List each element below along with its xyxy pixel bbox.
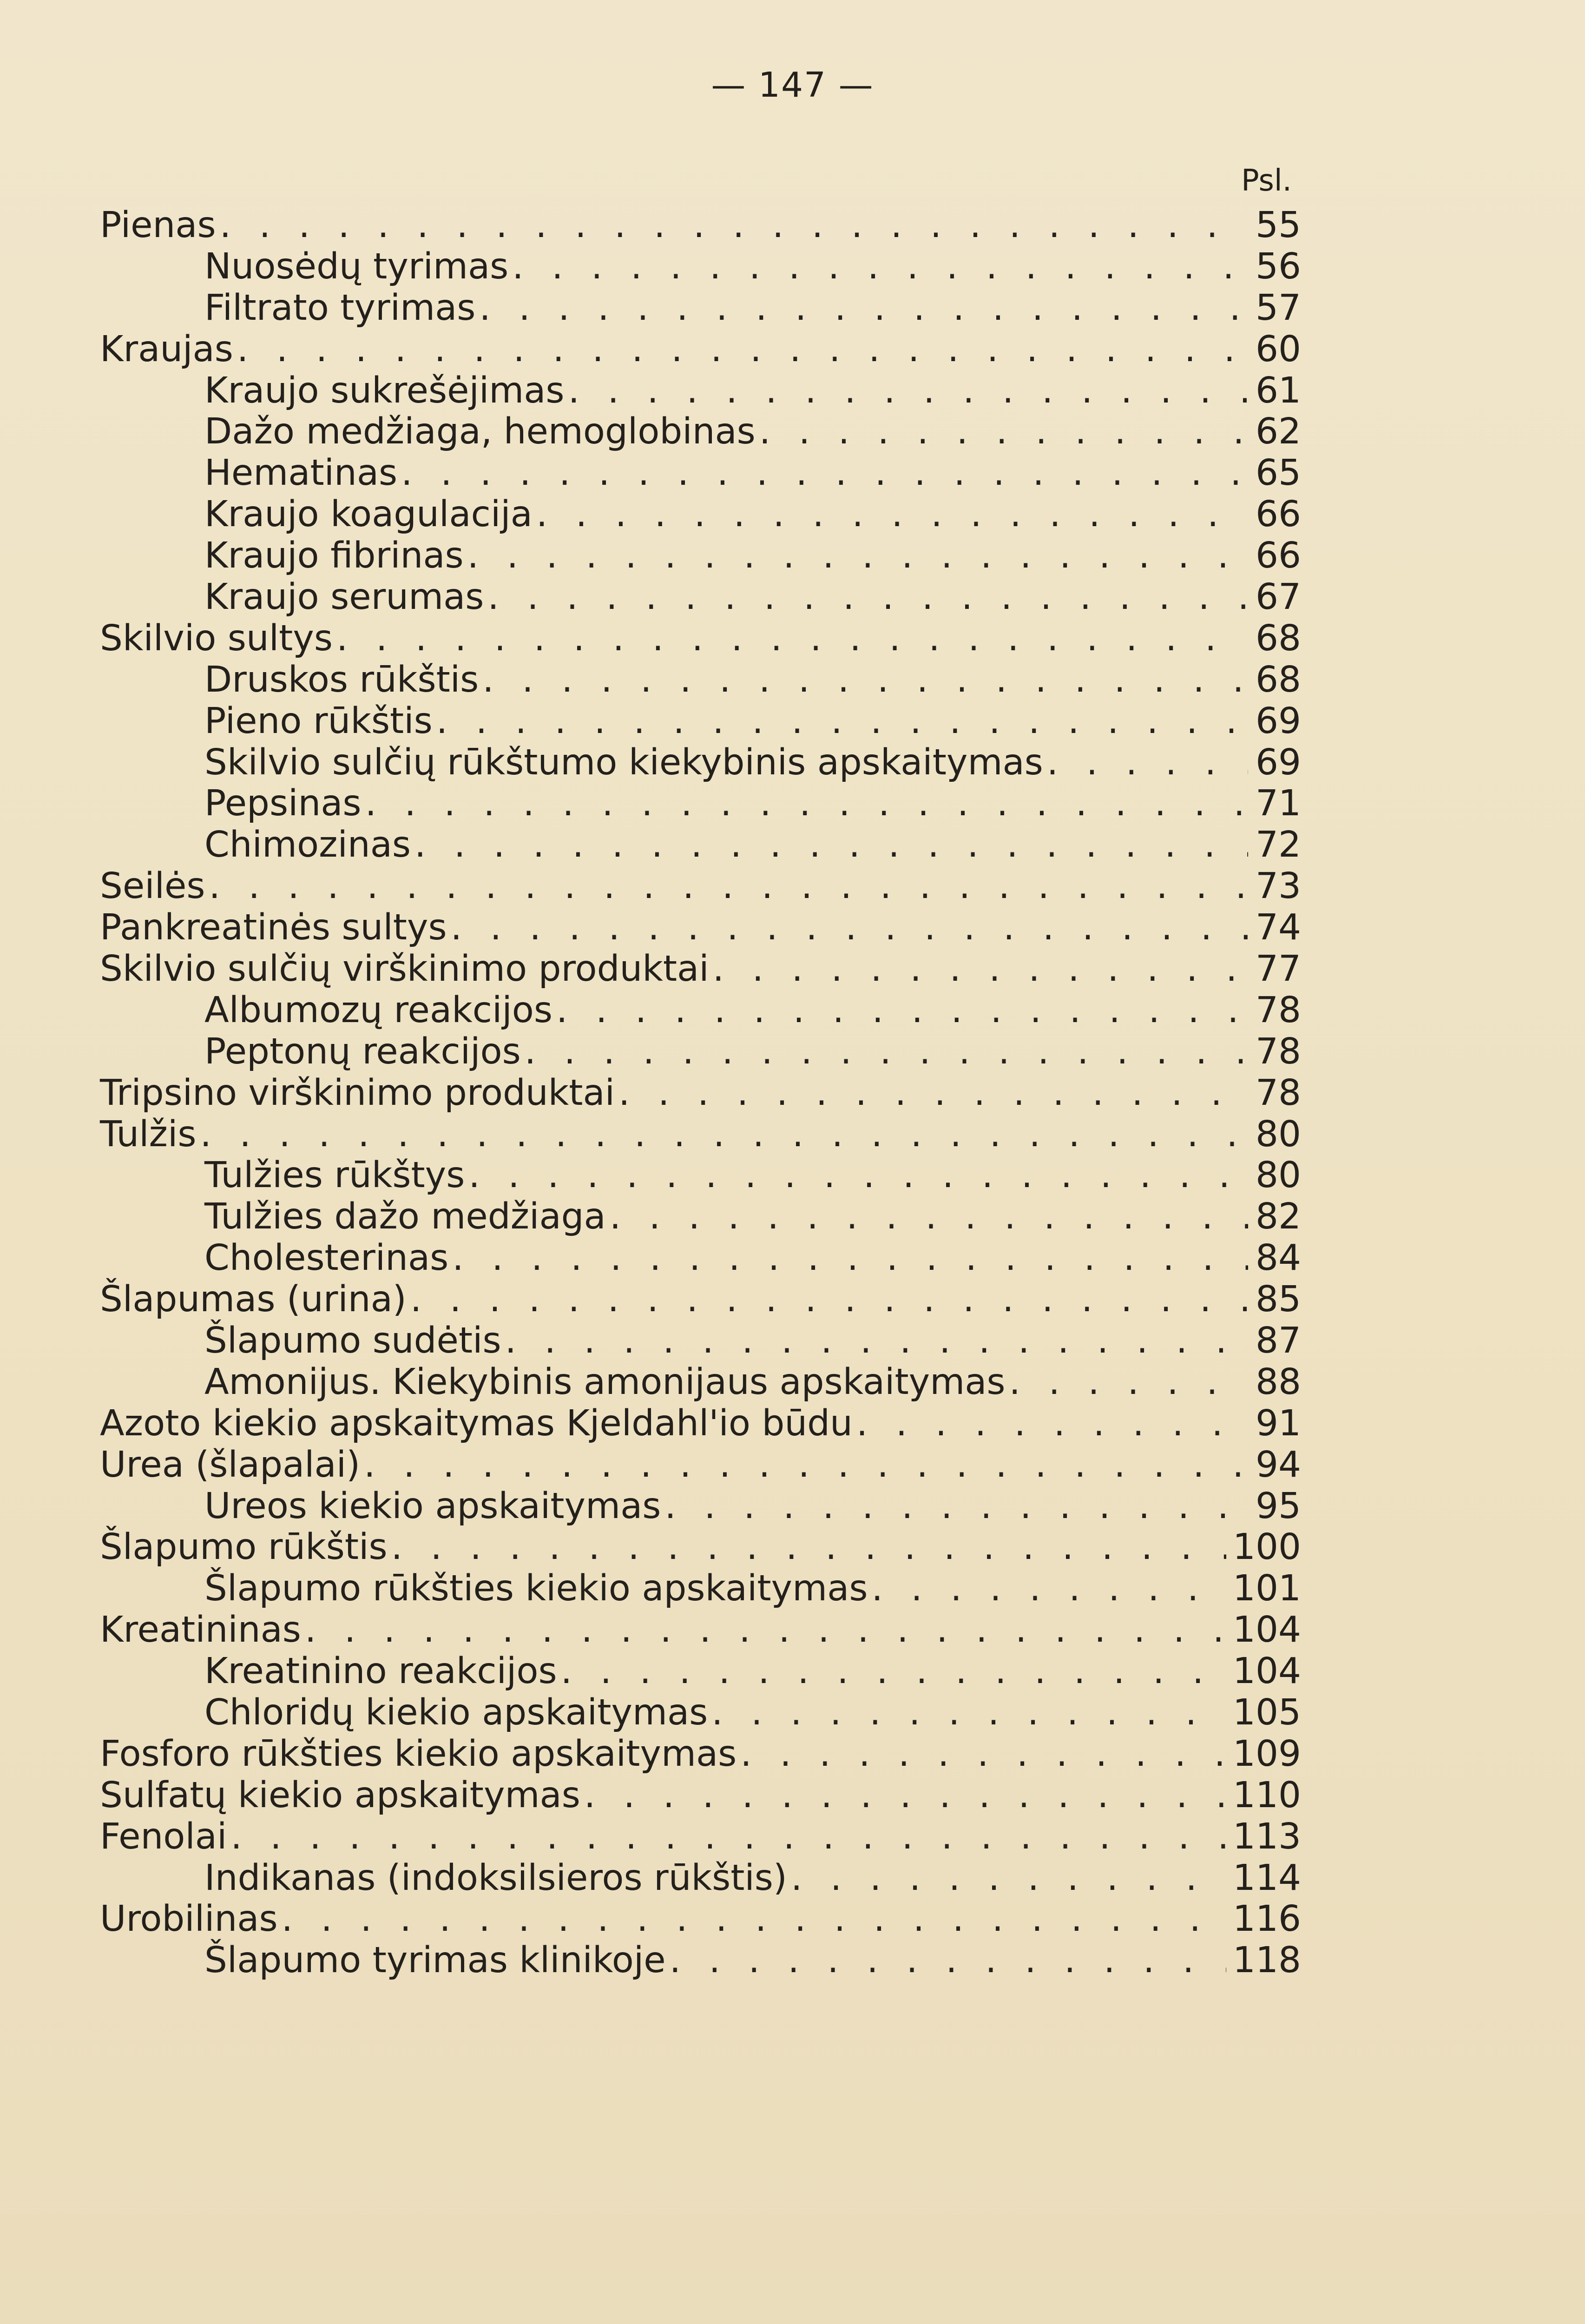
toc-entry-title: Šlapumas (urina) bbox=[100, 1279, 407, 1320]
toc-entry-page: 78 bbox=[1256, 989, 1301, 1031]
toc-entry-page: 118 bbox=[1233, 1940, 1301, 1981]
dot-leader bbox=[305, 1609, 1226, 1651]
toc-entry bbox=[100, 1733, 1301, 1775]
toc-entry bbox=[100, 1775, 1301, 1816]
toc-entry-page: 69 bbox=[1256, 741, 1301, 783]
toc-entry bbox=[100, 1072, 1301, 1114]
toc-entry-page: 88 bbox=[1256, 1361, 1301, 1403]
toc-entry-page: 66 bbox=[1256, 494, 1301, 535]
dot-leader bbox=[482, 659, 1248, 700]
toc-entry-page: 61 bbox=[1256, 370, 1301, 411]
page-column-label: Psl. bbox=[1241, 164, 1292, 198]
toc-entry bbox=[100, 1816, 1301, 1857]
toc-entry-title: Filtrato tyrimas bbox=[204, 287, 476, 329]
toc-entry-page: 104 bbox=[1233, 1609, 1301, 1651]
dot-leader bbox=[230, 1816, 1226, 1857]
toc-entry-page: 55 bbox=[1256, 204, 1301, 246]
dot-leader bbox=[282, 1898, 1226, 1940]
toc-entry-title: Hematinas bbox=[204, 452, 398, 494]
toc-entry bbox=[100, 1114, 1301, 1155]
toc-entry-page: 73 bbox=[1256, 865, 1301, 907]
toc-subentry bbox=[100, 1031, 1301, 1072]
toc-entry-page: 68 bbox=[1256, 659, 1301, 700]
toc-entry-page: 113 bbox=[1233, 1816, 1301, 1857]
toc-entry-title: Pankreatinės sultys bbox=[100, 907, 447, 949]
toc-subentry bbox=[100, 742, 1301, 783]
toc-entry-title: Peptonų reakcijos bbox=[204, 1030, 521, 1072]
toc-entry-page: 71 bbox=[1256, 783, 1301, 825]
toc-entry-page: 65 bbox=[1256, 452, 1301, 494]
toc-entry-title: Tulžies rūkštys bbox=[204, 1155, 465, 1196]
toc-entry-title: Tulžies dažo medžiaga bbox=[204, 1196, 606, 1238]
dot-leader bbox=[365, 783, 1248, 824]
toc-subentry bbox=[100, 990, 1301, 1031]
toc-entry-page: 57 bbox=[1256, 287, 1301, 329]
toc-entry-page: 80 bbox=[1256, 1113, 1301, 1155]
toc-entry-page: 82 bbox=[1256, 1196, 1301, 1238]
dot-leader bbox=[336, 618, 1248, 659]
toc-entry-title: Kraujo sukrešėjimas bbox=[204, 370, 565, 411]
toc-entry-page: 95 bbox=[1256, 1485, 1301, 1527]
dot-leader bbox=[414, 824, 1248, 865]
toc-entry-page: 78 bbox=[1256, 1030, 1301, 1072]
dot-leader bbox=[740, 1733, 1226, 1775]
dot-leader bbox=[670, 1940, 1226, 1981]
toc-entry-title: Skilvio sulčių virškinimo produktai bbox=[100, 948, 709, 990]
dot-leader bbox=[487, 576, 1248, 618]
toc-subentry bbox=[100, 1155, 1301, 1196]
dot-leader bbox=[451, 907, 1248, 948]
toc-entry bbox=[100, 1899, 1301, 1940]
toc-entry-title: Šlapumo rūkštis bbox=[100, 1526, 388, 1568]
dot-leader bbox=[467, 535, 1248, 576]
dot-leader bbox=[536, 494, 1248, 535]
toc-subentry bbox=[100, 246, 1301, 287]
dot-leader bbox=[237, 329, 1248, 370]
toc-entry-page: 109 bbox=[1233, 1733, 1301, 1775]
toc-subentry bbox=[100, 494, 1301, 535]
toc-entry-title: Druskos rūkštis bbox=[204, 659, 479, 700]
toc-subentry bbox=[100, 287, 1301, 329]
toc-entry bbox=[100, 1609, 1301, 1651]
toc-entry-page: 69 bbox=[1256, 700, 1301, 742]
toc-entry bbox=[100, 329, 1301, 370]
dot-leader bbox=[759, 411, 1248, 452]
dot-leader bbox=[200, 1114, 1248, 1155]
toc-entry-title: Amonijus. Kiekybinis amonijaus apskaitymas bbox=[204, 1361, 1006, 1403]
dot-leader bbox=[561, 1651, 1226, 1692]
dot-leader bbox=[410, 1279, 1248, 1320]
dot-leader bbox=[468, 1155, 1248, 1196]
toc-entry-title: Skilvio sulčių rūkštumo kiekybinis apskaitymas bbox=[204, 741, 1043, 783]
dot-leader bbox=[856, 1403, 1248, 1444]
toc-entry-title: Cholesterinas bbox=[204, 1237, 449, 1279]
toc-entry-page: 114 bbox=[1233, 1857, 1301, 1899]
toc-entry-page: 87 bbox=[1256, 1320, 1301, 1361]
dot-leader bbox=[452, 1237, 1248, 1279]
toc-entry-title: Pepsinas bbox=[204, 783, 362, 825]
toc-subentry bbox=[100, 1196, 1301, 1237]
toc-entry-title: Fosforo rūkšties kiekio apskaitymas bbox=[100, 1733, 737, 1775]
toc-entry-title: Pienas bbox=[100, 204, 216, 246]
dot-leader bbox=[479, 287, 1248, 329]
table-of-contents bbox=[100, 205, 1301, 1981]
toc-subentry bbox=[100, 1568, 1301, 1609]
toc-entry-page: 110 bbox=[1233, 1774, 1301, 1816]
dot-leader bbox=[525, 1031, 1248, 1072]
toc-entry-page: 67 bbox=[1256, 576, 1301, 618]
toc-entry-title: Urea (šlapalai) bbox=[100, 1444, 361, 1486]
toc-entry-page: 84 bbox=[1256, 1237, 1301, 1279]
toc-entry-title: Šlapumo tyrimas klinikoje bbox=[204, 1940, 666, 1981]
dot-leader bbox=[568, 370, 1248, 411]
toc-subentry bbox=[100, 1940, 1301, 1981]
toc-subentry bbox=[100, 1651, 1301, 1692]
toc-entry bbox=[100, 1403, 1301, 1444]
dot-leader bbox=[364, 1444, 1248, 1486]
toc-entry-page: 68 bbox=[1256, 617, 1301, 659]
toc-entry-page: 78 bbox=[1256, 1072, 1301, 1114]
toc-subentry bbox=[100, 1237, 1301, 1279]
toc-entry-title: Kraujo fibrinas bbox=[204, 535, 464, 577]
dot-leader bbox=[711, 1692, 1226, 1733]
toc-entry-page: 56 bbox=[1256, 245, 1301, 287]
toc-entry-page: 60 bbox=[1256, 328, 1301, 370]
toc-entry-page: 72 bbox=[1256, 824, 1301, 866]
toc-entry-title: Urobilinas bbox=[100, 1898, 278, 1940]
toc-entry-title: Azoto kiekio apskaitymas Kjeldahl'io būdu bbox=[100, 1402, 853, 1444]
toc-entry-title: Kraujo serumas bbox=[204, 576, 484, 618]
toc-entry-title: Chimozinas bbox=[204, 824, 411, 866]
toc-entry-title: Šlapumo sudėtis bbox=[204, 1320, 501, 1361]
toc-entry-title: Pieno rūkštis bbox=[204, 700, 433, 742]
toc-entry-page: 66 bbox=[1256, 535, 1301, 577]
toc-entry bbox=[100, 618, 1301, 659]
dot-leader bbox=[871, 1568, 1226, 1609]
dot-leader bbox=[436, 700, 1248, 742]
toc-entry bbox=[100, 1527, 1301, 1568]
toc-entry-title: Kreatinino reakcijos bbox=[204, 1651, 557, 1692]
toc-entry-title: Kreatininas bbox=[100, 1609, 301, 1651]
toc-entry-page: 77 bbox=[1256, 948, 1301, 990]
toc-entry-title: Albumozų reakcijos bbox=[204, 989, 553, 1031]
dot-leader bbox=[391, 1526, 1226, 1568]
toc-subentry bbox=[100, 411, 1301, 452]
dot-leader bbox=[505, 1320, 1248, 1361]
toc-entry-title: Fenolai bbox=[100, 1816, 227, 1857]
toc-entry bbox=[100, 1279, 1301, 1320]
toc-entry-title: Skilvio sultys bbox=[100, 617, 333, 659]
toc-subentry bbox=[100, 1361, 1301, 1403]
toc-subentry bbox=[100, 370, 1301, 411]
toc-entry-title: Chloridų kiekio apskaitymas bbox=[204, 1692, 708, 1734]
toc-entry-page: 100 bbox=[1233, 1526, 1301, 1568]
dot-leader bbox=[713, 948, 1248, 990]
toc-entry-page: 85 bbox=[1256, 1279, 1301, 1320]
dot-leader bbox=[1047, 742, 1248, 783]
toc-entry-title: Kraujo koagulacija bbox=[204, 494, 533, 535]
toc-entry-title: Tripsino virškinimo produktai bbox=[100, 1072, 615, 1114]
toc-entry bbox=[100, 1444, 1301, 1486]
toc-entry-page: 101 bbox=[1233, 1568, 1301, 1610]
toc-subentry bbox=[100, 535, 1301, 576]
toc-entry bbox=[100, 948, 1301, 990]
dot-leader bbox=[401, 452, 1248, 494]
toc-subentry bbox=[100, 576, 1301, 618]
toc-entry-page: 104 bbox=[1233, 1651, 1301, 1692]
toc-entry-page: 74 bbox=[1256, 907, 1301, 949]
toc-entry-page: 62 bbox=[1256, 411, 1301, 453]
toc-entry-page: 105 bbox=[1233, 1692, 1301, 1734]
toc-entry-title: Ureos kiekio apskaitymas bbox=[204, 1485, 661, 1527]
toc-subentry bbox=[100, 700, 1301, 742]
dot-leader bbox=[220, 205, 1248, 246]
dot-leader bbox=[209, 865, 1248, 907]
dot-leader bbox=[618, 1072, 1248, 1114]
dot-leader bbox=[664, 1486, 1248, 1527]
toc-entry bbox=[100, 907, 1301, 948]
toc-entry-title: Šlapumo rūkšties kiekio apskaitymas bbox=[204, 1568, 868, 1610]
toc-entry-title: Dažo medžiaga, hemoglobinas bbox=[204, 411, 756, 453]
page-number: — 147 — bbox=[711, 65, 874, 105]
toc-subentry bbox=[100, 1486, 1301, 1527]
dot-leader bbox=[512, 246, 1248, 287]
toc-entry-page: 91 bbox=[1256, 1402, 1301, 1444]
toc-subentry bbox=[100, 1857, 1301, 1899]
toc-entry-page: 80 bbox=[1256, 1155, 1301, 1196]
toc-subentry bbox=[100, 452, 1301, 494]
toc-entry bbox=[100, 205, 1301, 246]
toc-subentry bbox=[100, 824, 1301, 865]
toc-subentry bbox=[100, 1320, 1301, 1361]
toc-entry-title: Seilės bbox=[100, 865, 205, 907]
toc-entry-title: Tulžis bbox=[100, 1113, 197, 1155]
dot-leader bbox=[1009, 1361, 1248, 1403]
toc-entry-title: Indikanas (indoksilsieros rūkštis) bbox=[204, 1857, 787, 1899]
dot-leader bbox=[610, 1196, 1248, 1237]
toc-subentry bbox=[100, 659, 1301, 700]
toc-entry-page: 94 bbox=[1256, 1444, 1301, 1486]
toc-subentry bbox=[100, 1692, 1301, 1733]
dot-leader bbox=[791, 1857, 1226, 1899]
toc-entry-title: Sulfatų kiekio apskaitymas bbox=[100, 1774, 580, 1816]
toc-entry-page: 116 bbox=[1233, 1898, 1301, 1940]
dot-leader bbox=[556, 990, 1248, 1031]
dot-leader bbox=[584, 1775, 1226, 1816]
toc-entry-title: Kraujas bbox=[100, 328, 233, 370]
toc-entry-title: Nuosėdų tyrimas bbox=[204, 245, 509, 287]
toc-subentry bbox=[100, 783, 1301, 824]
toc-entry bbox=[100, 865, 1301, 907]
